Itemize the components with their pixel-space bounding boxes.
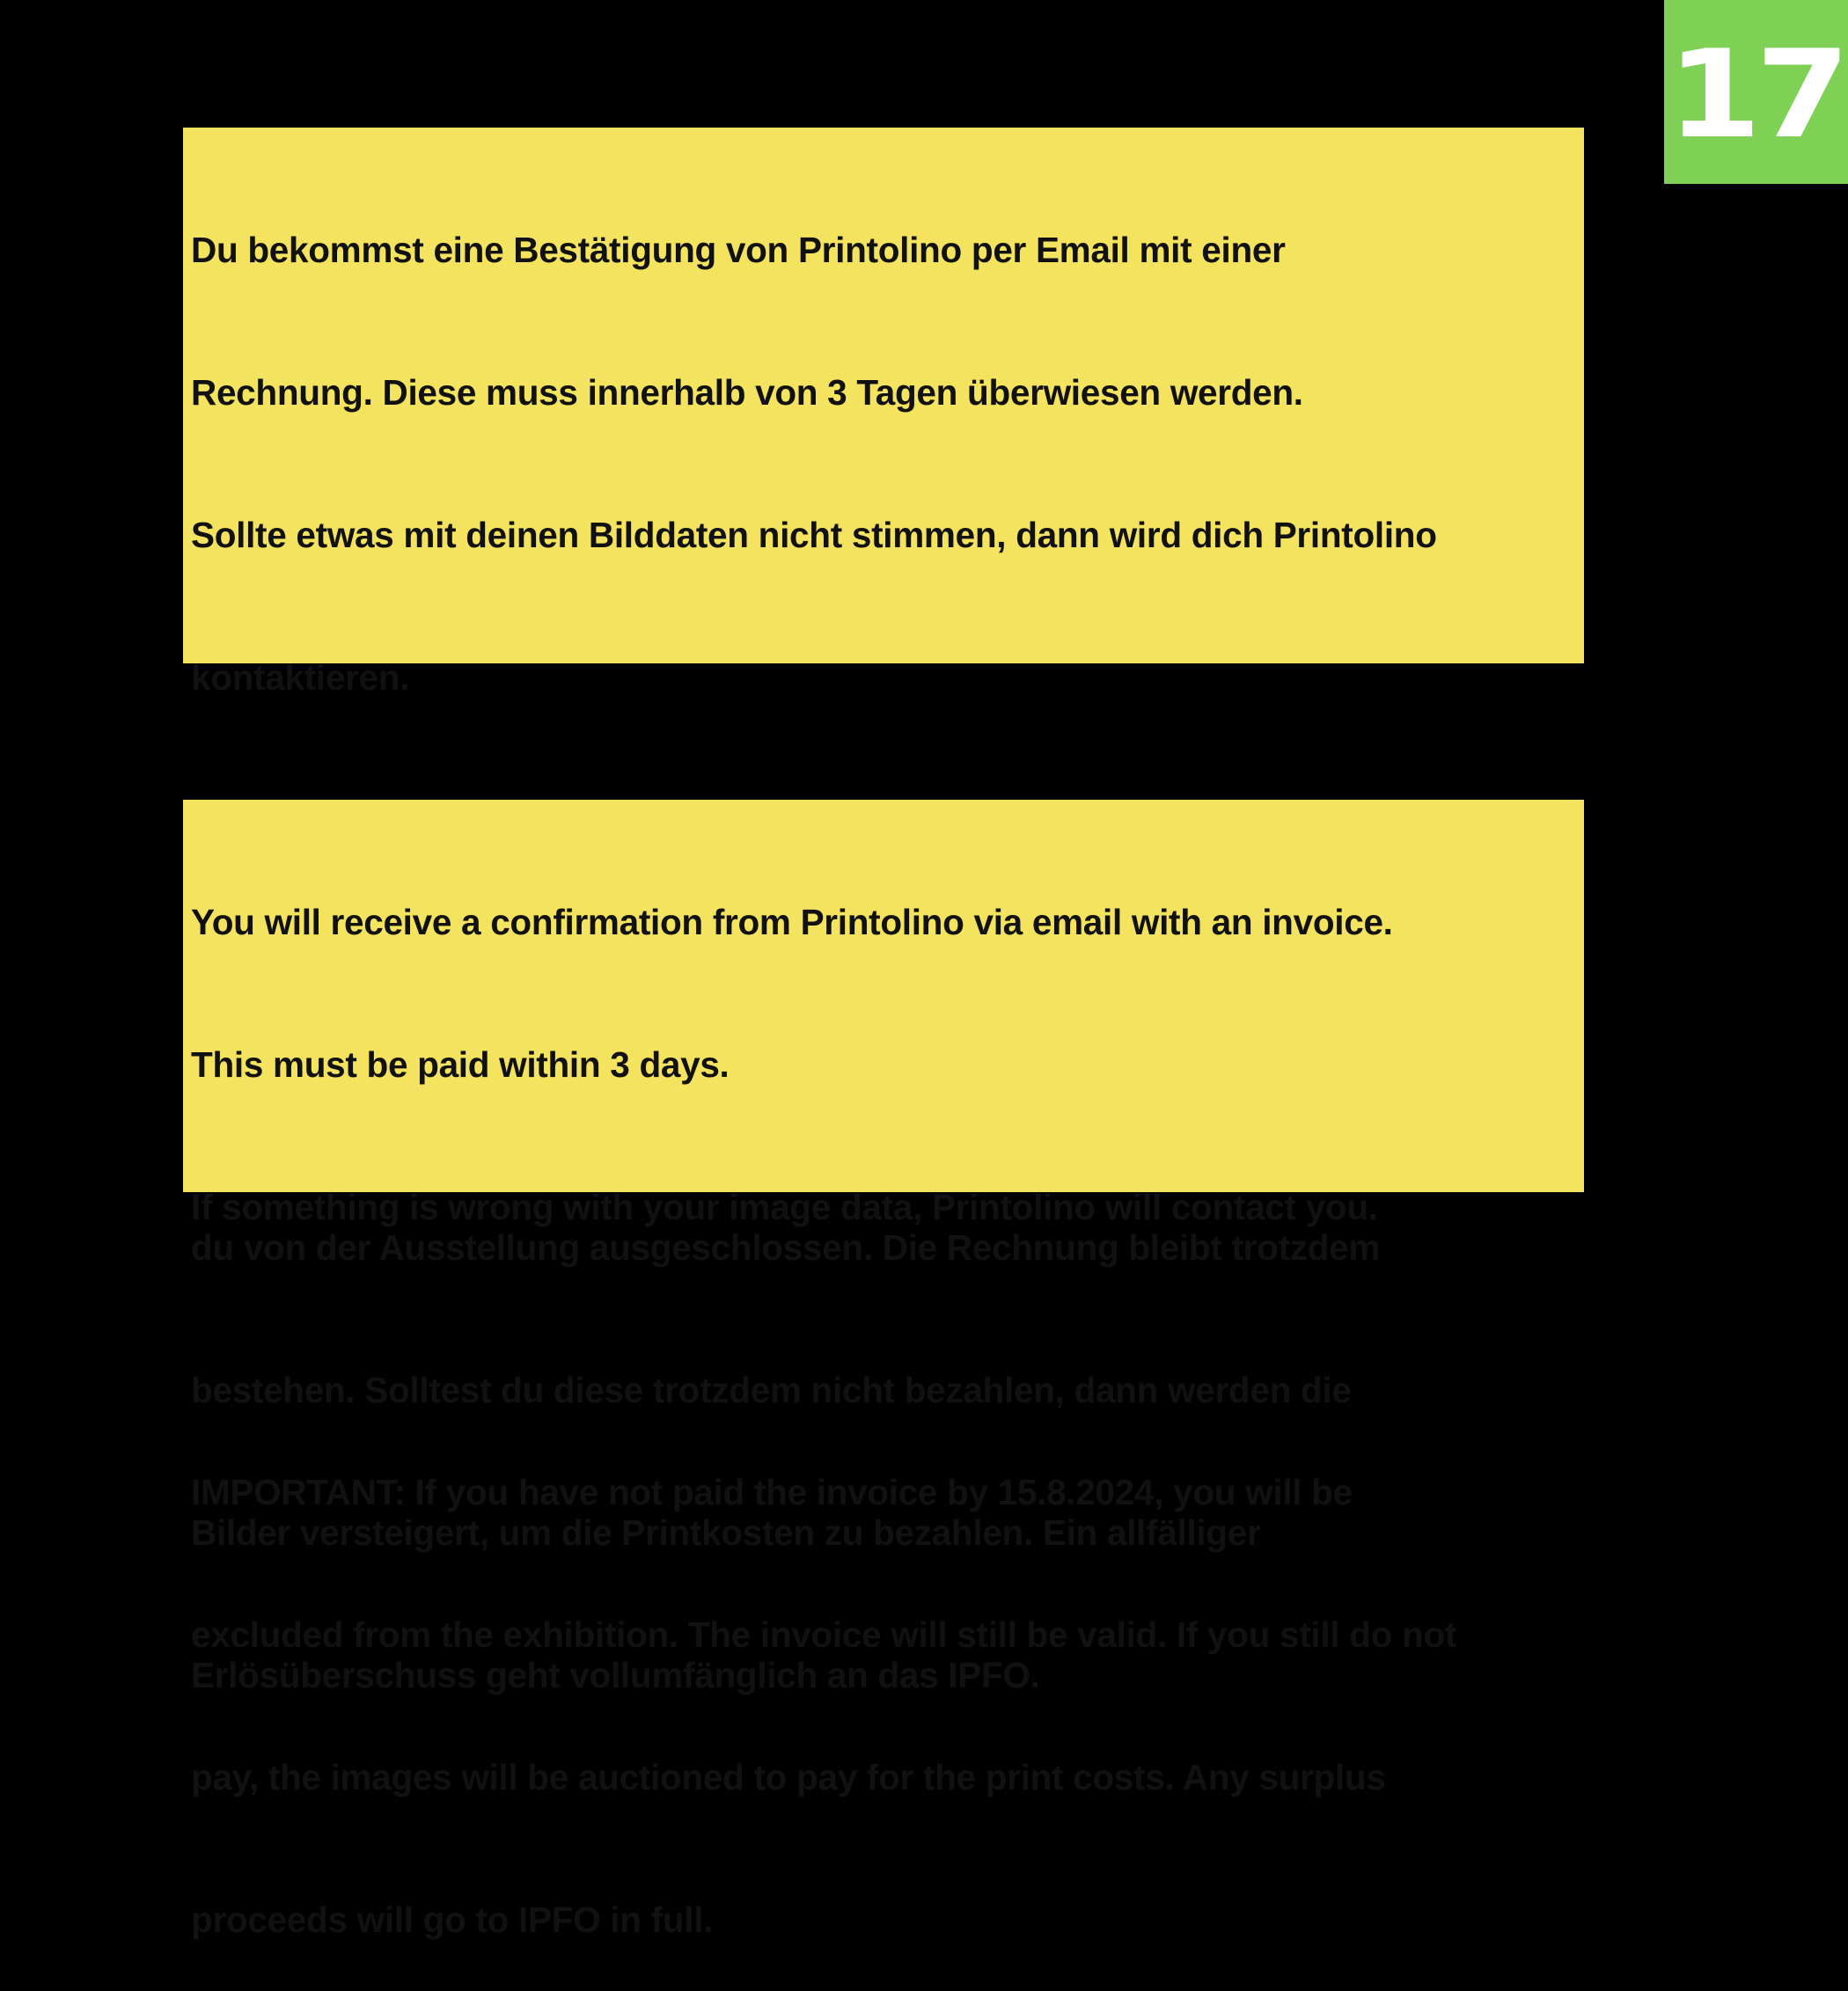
german-note-line: du von der Ausstellung ausgeschlossen. Die Rechnung bleibt trotzdem	[191, 1227, 1381, 1268]
german-note-line: Bilder versteigert, um die Printkosten zu bezahlen. Ein allfälliger	[191, 1512, 1261, 1553]
german-note-line: Rechnung. Diese muss innerhalb von 3 Tagen überwiesen werden.	[191, 372, 1303, 413]
english-note-line: This must be paid within 3 days.	[191, 1044, 730, 1085]
german-note-line: Erlösüberschuss geht vollumfänglich an das IPFO.	[191, 1655, 1040, 1695]
english-note-line: pay, the images will be auctioned to pay for the print costs. Any surplus	[191, 1757, 1386, 1797]
english-note-line: proceeds will go to IPFO in full.	[191, 1900, 714, 1940]
german-note-line: bestehen. Solltest du diese trotzdem nicht bezahlen, dann werden die	[191, 1370, 1352, 1410]
page-number: 17	[1667, 23, 1845, 165]
german-note-line: Sollte etwas mit deinen Bilddaten nicht stimmen, dann wird dich Printolino	[191, 515, 1437, 555]
english-note-line: You will receive a confirmation from Printolino via email with an invoice.	[191, 902, 1393, 942]
english-note-line: excluded from the exhibition. The invoice will still be valid. If you still do not	[191, 1614, 1457, 1655]
english-note-line: If something is wrong with your image data, Printolino will contact you.	[191, 1187, 1378, 1227]
english-important-line: IMPORTANT: If you have not paid the invoice by 15.8.2024, you will be	[191, 1472, 1353, 1512]
page-number-badge	[1664, 0, 1848, 184]
german-note-line: Du bekommst eine Bestätigung von Printolino per Email mit einer	[191, 230, 1286, 270]
english-note-spacer	[191, 1326, 1584, 1373]
german-note-line: kontaktieren.	[191, 657, 410, 698]
